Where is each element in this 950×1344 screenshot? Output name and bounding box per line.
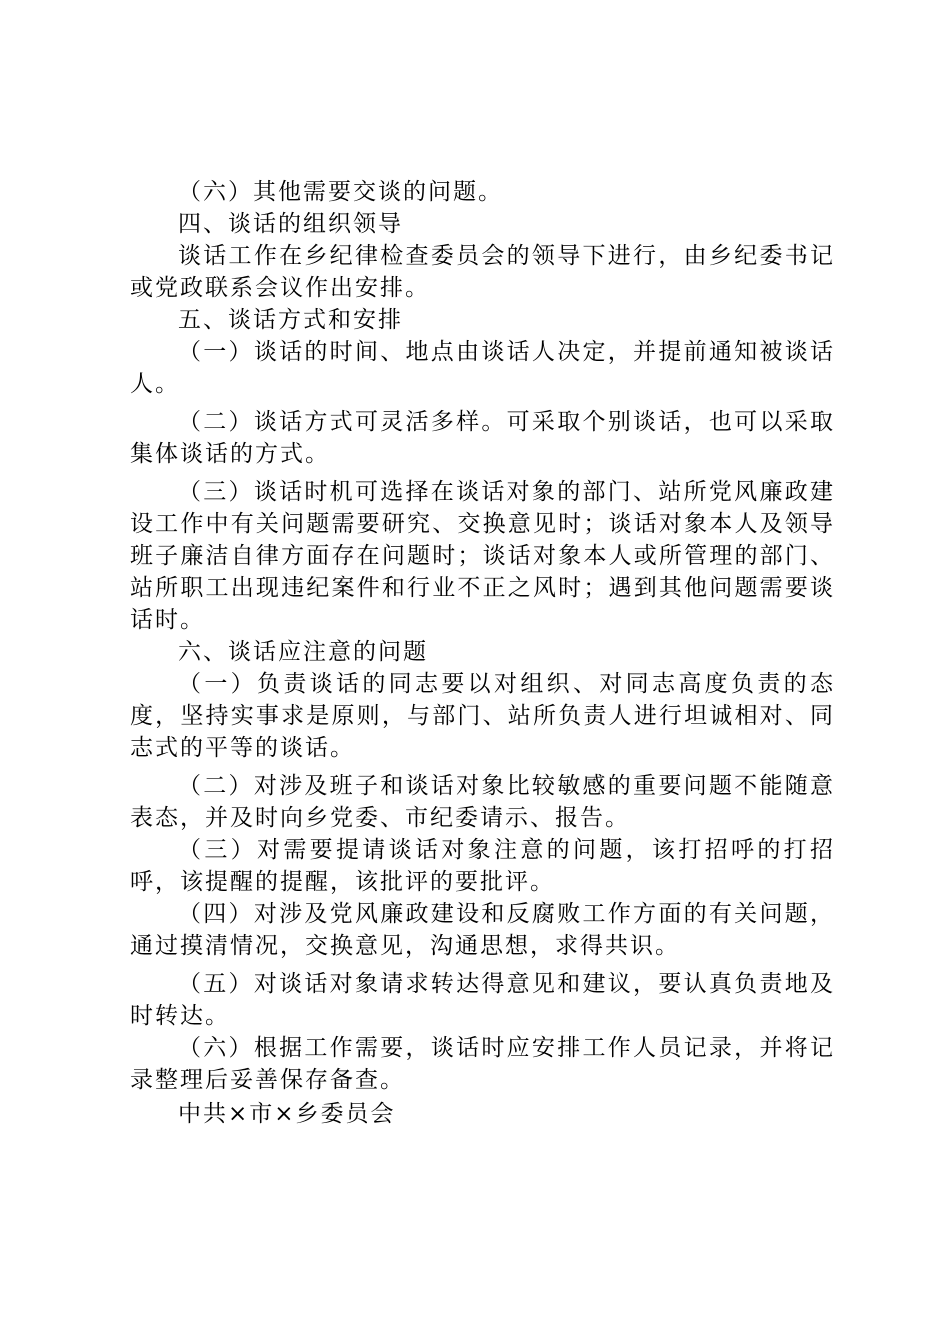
section-5-item-1: （一）谈话的时间、地点由谈话人决定，并提前通知被谈话人。	[130, 339, 835, 397]
item-6-other-issues: （六）其他需要交谈的问题。	[178, 179, 503, 205]
document-body	[130, 176, 835, 1130]
section-heading-6: 六、谈话应注意的问题	[178, 639, 428, 665]
section-6-item-2: （二）对涉及班子和谈话对象比较敏感的重要问题不能随意表态，并及时向乡党委、市纪委请示、报告。	[130, 773, 835, 831]
section-5-item-3: （三）谈话时机可选择在谈话对象的部门、站所党风廉政建设工作中有关问题需要研究、交换意见时；谈话对象本人及领导班子廉洁自律方面存在问题时；谈话对象本人或所管理的部门、站所职工出现违纪案件和行业不正之风时；遇到其他问题需要谈话时。	[130, 479, 835, 633]
section-5-item-2: （二）谈话方式可灵活多样。可采取个别谈话，也可以采取集体谈话的方式。	[130, 409, 835, 467]
section-6-item-4: （四）对涉及党风廉政建设和反腐败工作方面的有关问题，通过摸清情况，交换意见，沟通思想，求得共识。	[130, 901, 835, 959]
section-4-paragraph: 谈话工作在乡纪律检查委员会的领导下进行，由乡纪委书记或党政联系会议作出安排。	[130, 243, 835, 301]
section-6-item-5: （五）对谈话对象请求转达得意见和建议，要认真负责地及时转达。	[130, 971, 835, 1029]
section-6-item-1: （一）负责谈话的同志要以对组织、对同志高度负责的态度，坚持实事求是原则，与部门、站所负责人进行坦诚相对、同志式的平等的谈话。	[130, 671, 835, 761]
signature-organization: 中共×市×乡委员会	[178, 1101, 396, 1127]
section-6-item-6: （六）根据工作需要，谈话时应安排工作人员记录，并将记录整理后妥善保存备查。	[130, 1035, 835, 1093]
section-6-item-3: （三）对需要提请谈话对象注意的问题，该打招呼的打招呼，该提醒的提醒，该批评的要批评。	[130, 837, 835, 895]
section-heading-4: 四、谈话的组织领导	[178, 211, 403, 237]
section-heading-5: 五、谈话方式和安排	[178, 307, 403, 333]
